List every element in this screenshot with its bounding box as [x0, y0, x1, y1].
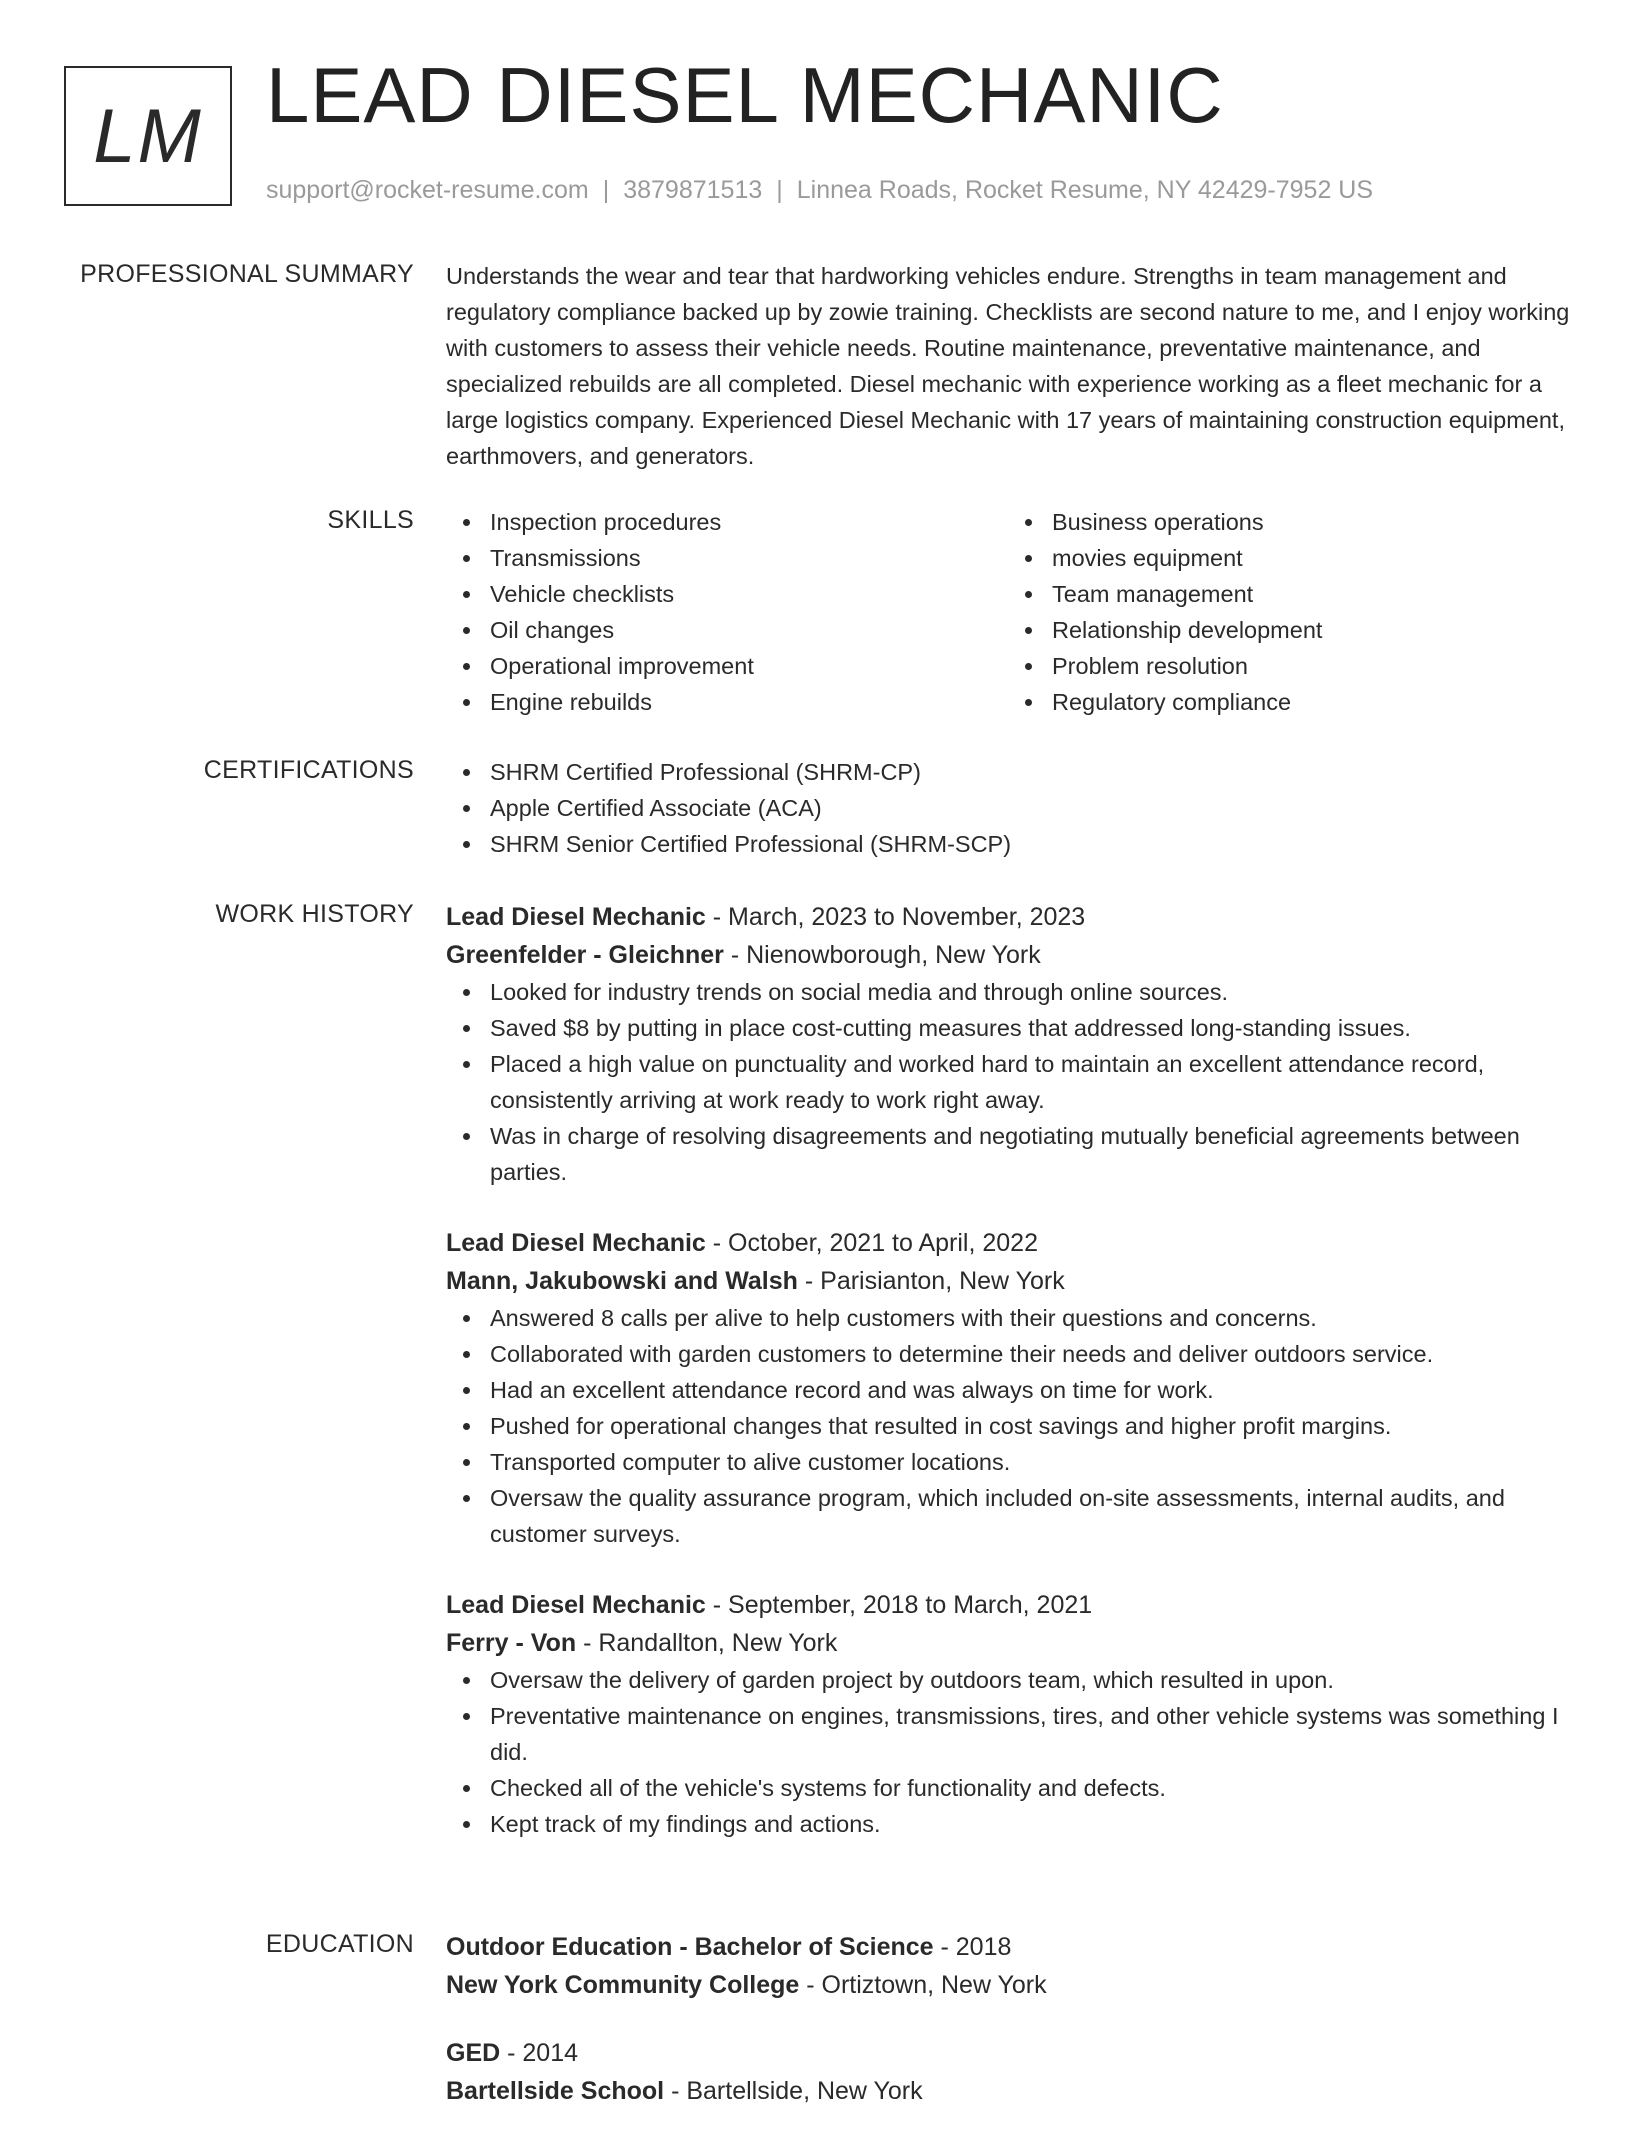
- skill-item: movies equipment: [1052, 540, 1570, 576]
- job-entry: [446, 1224, 1570, 1552]
- job-entry: [446, 898, 1570, 1190]
- job-title: Lead Diesel Mechanic: [446, 1229, 706, 1257]
- skill-item: Vehicle checklists: [490, 576, 1008, 612]
- summary-heading: PROFESSIONAL SUMMARY: [80, 260, 414, 288]
- contact-line: [266, 176, 1373, 205]
- job-bullet: Preventative maintenance on engines, transmissions, tires, and other vehicle systems was something I did.: [490, 1698, 1570, 1770]
- job-title: Lead Diesel Mechanic: [446, 1591, 706, 1619]
- job-location: - Randallton, New York: [576, 1629, 838, 1657]
- job-location: - Parisianton, New York: [797, 1267, 1065, 1295]
- job-title-line: [446, 1224, 1570, 1262]
- skill-item: Oil changes: [490, 612, 1008, 648]
- job-title-line: [446, 898, 1570, 936]
- job-dates: - October, 2021 to April, 2022: [705, 1229, 1038, 1257]
- education-school: New York Community College: [446, 1971, 800, 1999]
- contact-phone[interactable]: 3879871513: [623, 176, 763, 204]
- job-bullet: Placed a high value on punctuality and worked hard to maintain an excellent attendance record, consistently arriving at work ready to work right away.: [490, 1046, 1570, 1118]
- job-bullet: Collaborated with garden customers to determine their needs and deliver outdoors service.: [490, 1336, 1570, 1372]
- skill-item: Business operations: [1052, 504, 1570, 540]
- skill-item: Operational improvement: [490, 648, 1008, 684]
- education-entry: [446, 1928, 1570, 2004]
- skill-item: Team management: [1052, 576, 1570, 612]
- job-company: Greenfelder - Gleichner: [446, 941, 724, 969]
- job-bullet: Answered 8 calls per alive to help customers with their questions and concerns.: [490, 1300, 1570, 1336]
- skills-content: [446, 504, 1570, 720]
- job-company-line: [446, 1262, 1570, 1300]
- monogram-box: [64, 66, 232, 206]
- work-history-heading: WORK HISTORY: [215, 900, 414, 928]
- certification-item: SHRM Certified Professional (SHRM-CP): [490, 754, 1570, 790]
- job-bullets: [446, 974, 1570, 1190]
- job-bullet: Was in charge of resolving disagreements and negotiating mutually beneficial agreements between parties.: [490, 1118, 1570, 1190]
- job-bullet: Pushed for operational changes that resulted in cost savings and higher profit margins.: [490, 1408, 1570, 1444]
- job-bullet: Oversaw the quality assurance program, which included on-site assessments, internal audits, and customer surveys.: [490, 1480, 1570, 1552]
- education-degree: Outdoor Education - Bachelor of Science: [446, 1933, 934, 1961]
- contact-separator: |: [776, 176, 783, 204]
- education-entry: [446, 2034, 1570, 2110]
- job-bullets: [446, 1662, 1570, 1842]
- certification-item: SHRM Senior Certified Professional (SHRM-SCP): [490, 826, 1570, 862]
- job-company: Ferry - Von: [446, 1629, 577, 1657]
- skill-item: Problem resolution: [1052, 648, 1570, 684]
- education-degree-line: [446, 2034, 1570, 2072]
- certifications-content: [446, 754, 1570, 862]
- skills-heading: SKILLS: [327, 506, 414, 534]
- job-title: Lead Diesel Mechanic: [446, 903, 706, 931]
- job-bullet: Oversaw the delivery of garden project by outdoors team, which resulted in upon.: [490, 1662, 1570, 1698]
- skill-item: Inspection procedures: [490, 504, 1008, 540]
- education-heading: EDUCATION: [265, 1930, 414, 1958]
- education-location: - Ortiztown, New York: [799, 1971, 1047, 1999]
- summary-text: Understands the wear and tear that hardworking vehicles endure. Strengths in team management and regulatory compliance backed up by zowie training. Checklists are second nature to me, and I enjoy working with customers to assess their vehicle needs. Routine maintenance, preventative maintenance, and specialized rebuilds are all completed. Diesel mechanic with experience working as a fleet mechanic for a large logistics company. Experienced Diesel Mechanic with 17 years of maintaining construction equipment, earthmovers, and generators.: [446, 263, 1570, 469]
- education-year: - 2018: [933, 1933, 1012, 1961]
- work-history-content: [446, 898, 1570, 1876]
- skills-list-left: [446, 504, 1008, 720]
- skill-item: Relationship development: [1052, 612, 1570, 648]
- education-school-line: [446, 1966, 1570, 2004]
- job-bullet: Transported computer to alive customer locations.: [490, 1444, 1570, 1480]
- summary-content: [446, 258, 1570, 474]
- job-company: Mann, Jakubowski and Walsh: [446, 1267, 798, 1295]
- job-dates: - March, 2023 to November, 2023: [705, 903, 1086, 931]
- contact-address: Linnea Roads, Rocket Resume, NY 42429-7952 US: [796, 176, 1374, 204]
- education-degree-line: [446, 1928, 1570, 1966]
- contact-separator: |: [602, 176, 610, 204]
- job-bullet: Kept track of my findings and actions.: [490, 1806, 1570, 1842]
- job-bullet: Had an excellent attendance record and was always on time for work.: [490, 1372, 1570, 1408]
- job-bullet: Saved $8 by putting in place cost-cutting measures that addressed long-standing issues.: [490, 1010, 1570, 1046]
- skill-item: Engine rebuilds: [490, 684, 1008, 720]
- contact-email[interactable]: support@rocket-resume.com: [266, 176, 589, 204]
- certifications-heading: CERTIFICATIONS: [203, 756, 414, 784]
- job-company-line: [446, 936, 1570, 974]
- monogram-initials: LM: [93, 93, 203, 179]
- education-school: Bartellside School: [446, 2077, 665, 2105]
- skill-item: Transmissions: [490, 540, 1008, 576]
- education-year: - 2014: [500, 2039, 579, 2067]
- job-bullet: Checked all of the vehicle's systems for functionality and defects.: [490, 1770, 1570, 1806]
- education-school-line: [446, 2072, 1570, 2110]
- job-dates: - September, 2018 to March, 2021: [705, 1591, 1093, 1619]
- job-bullets: [446, 1300, 1570, 1552]
- job-location: - Nienowborough, New York: [723, 941, 1041, 969]
- certification-item: Apple Certified Associate (ACA): [490, 790, 1570, 826]
- job-bullet: Looked for industry trends on social media and through online sources.: [490, 974, 1570, 1010]
- skill-item: Regulatory compliance: [1052, 684, 1570, 720]
- job-company-line: [446, 1624, 1570, 1662]
- skills-list-right: [1008, 504, 1570, 720]
- resume-name: LEAD DIESEL MECHANIC: [266, 51, 1224, 139]
- certifications-list: [446, 754, 1570, 862]
- job-entry: [446, 1586, 1570, 1842]
- job-title-line: [446, 1586, 1570, 1624]
- education-degree: GED: [446, 2039, 501, 2067]
- education-location: - Bartellside, New York: [664, 2077, 923, 2105]
